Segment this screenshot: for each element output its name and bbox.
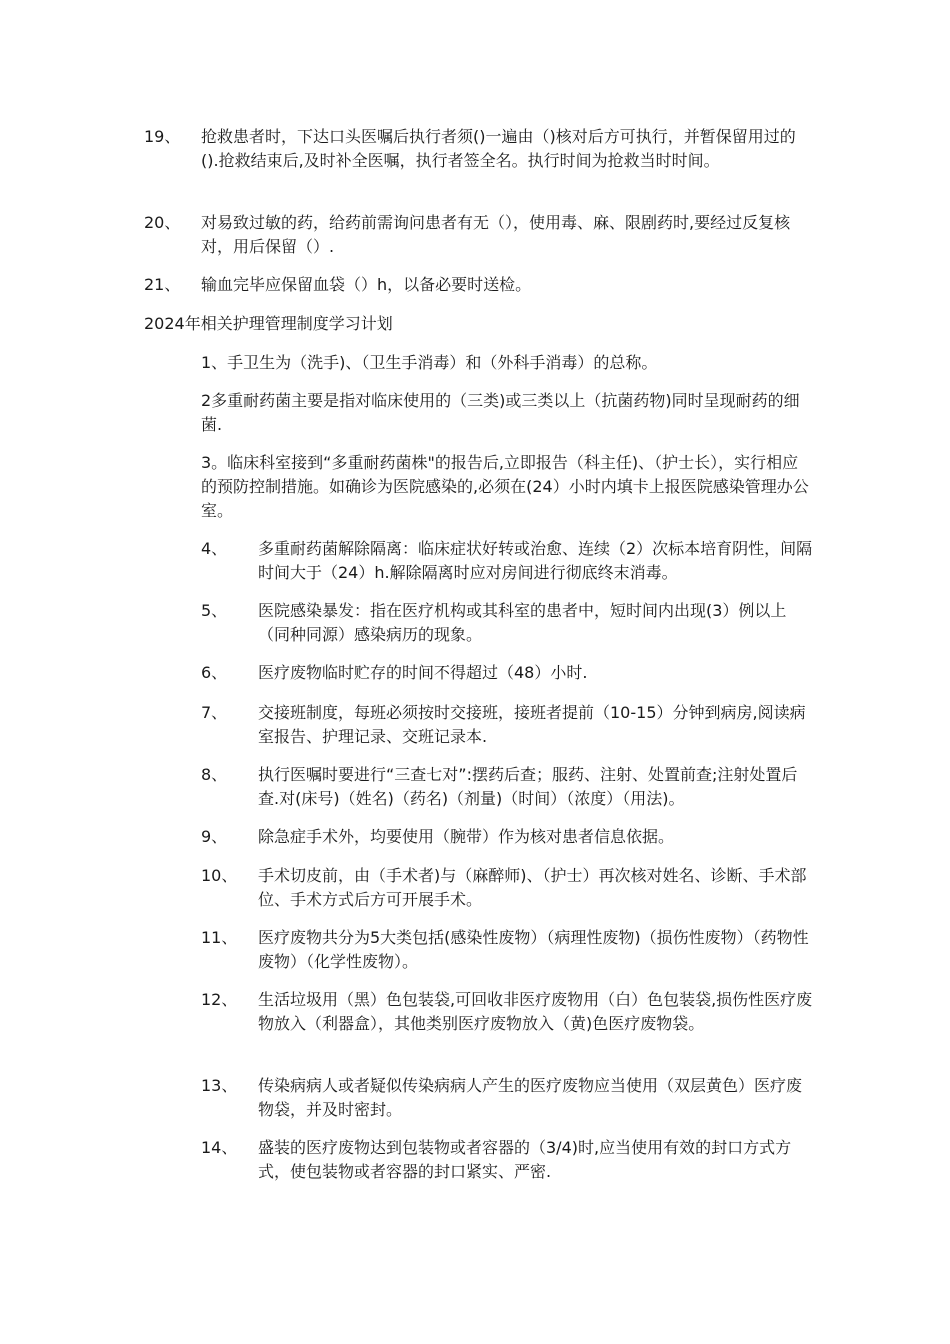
item-text: 生活垃圾用（黑）色包装袋,可回收非医疗废物用（白）色包装袋,损伤性医疗废物放入（利器盒），其他类别医疗废物放入（黄)色医疗废物袋。	[258, 990, 813, 1033]
item-text: 抢救患者时，下达口头医嘱后执行者须()一遍由（)核对后方可执行，并暂保留用过的().抢救结束后,及时补全医嘱，执行者签全名。执行时间为抢救当时时间。	[201, 127, 796, 170]
plain-item-2: 2多重耐药菌主要是指对临床使用的（三类)或三类以上（抗菌药物)同时呈现耐药的细菌.	[201, 391, 800, 434]
plain-item-1: 1、手卫生为（洗手)、（卫生手消毒）和（外科手消毒）的总称。	[201, 353, 658, 372]
item-number: 4、	[201, 539, 228, 558]
item-number: 14、	[201, 1138, 238, 1157]
list-item-20	[144, 211, 811, 259]
item-number: 5、	[201, 601, 228, 620]
list-item-10	[201, 864, 813, 912]
section-title: 2024年相关护理管理制度学习计划	[144, 314, 393, 333]
list-item-9	[201, 825, 813, 849]
item-text: 医疗废物临时贮存的时间不得超过（48）小时.	[258, 663, 588, 682]
list-item-4	[201, 537, 813, 585]
item-number: 6、	[201, 663, 228, 682]
item-text: 医疗废物共分为5大类包括(感染性废物）（病理性废物)（损伤性废物）（药物性废物）（化学性废物）。	[258, 928, 809, 971]
item-number: 10、	[201, 866, 238, 885]
item-number: 20、	[144, 213, 181, 232]
list-item-21	[144, 273, 811, 297]
list-item-11	[201, 926, 813, 974]
list-item-19	[144, 125, 811, 173]
list-item-14	[201, 1136, 813, 1184]
item-number: 11、	[201, 928, 238, 947]
plain-item-3: 3。临床科室接到“多重耐药菌株"的报告后,立即报告（科主任)、（护士长），实行相应的预防控制措施。如确诊为医院感染的,必须在(24）小时内填卡上报医院感染管理办公室。	[201, 453, 809, 520]
list-item-6	[201, 661, 813, 685]
item-text: 对易致过敏的药，给药前需询问患者有无（），使用毒、麻、限剧药时,要经过反复核对，用后保留（）.	[201, 213, 791, 256]
item-number: 9、	[201, 827, 228, 846]
item-number: 19、	[144, 127, 181, 146]
item-text: 除急症手术外，均要使用（腕带）作为核对患者信息依据。	[258, 827, 675, 846]
item-text: 手术切皮前，由（手术者)与（麻醉师)、（护士）再次核对姓名、诊断、手术部位、手术方式后方可开展手术。	[258, 866, 807, 909]
item-number: 13、	[201, 1076, 238, 1095]
list-item-7	[201, 701, 813, 749]
item-number: 8、	[201, 765, 228, 784]
list-item-13	[201, 1074, 813, 1122]
item-text: 多重耐药菌解除隔离：临床症状好转或治愈、连续（2）次标本培育阴性，间隔时间大于（24）h.解除隔离时应对房间进行彻底终末消毒。	[258, 539, 813, 582]
item-text: 医院感染暴发：指在医疗机构或其科室的患者中，短时间内出现(3）例以上（同种同源）感染病历的现象。	[258, 601, 787, 644]
list-item-8	[201, 763, 813, 811]
item-number: 21、	[144, 275, 181, 294]
item-text: 交接班制度，每班必须按时交接班，接班者提前（10-15）分钟到病房,阅读病室报告、护理记录、交班记录本.	[258, 703, 806, 746]
list-item-5	[201, 599, 813, 647]
item-text: 传染病病人或者疑似传染病病人产生的医疗废物应当使用（双层黄色）医疗废物袋，并及时密封。	[258, 1076, 803, 1119]
item-number: 12、	[201, 990, 238, 1009]
item-text: 盛装的医疗废物达到包装物或者容器的（3/4)时,应当使用有效的封口方式方式，使包装物或者容器的封口紧实、严密.	[258, 1138, 792, 1181]
item-text: 输血完毕应保留血袋（）h，以备必要时送检。	[201, 275, 532, 294]
list-item-12	[201, 988, 813, 1036]
item-text: 执行医嘱时要进行“三查七对”:摆药后查；服药、注射、处置前查;注射处置后查.对(床号)（姓名)（药名)（剂量)（时间）（浓度）（用法)。	[258, 765, 798, 808]
item-number: 7、	[201, 703, 228, 722]
